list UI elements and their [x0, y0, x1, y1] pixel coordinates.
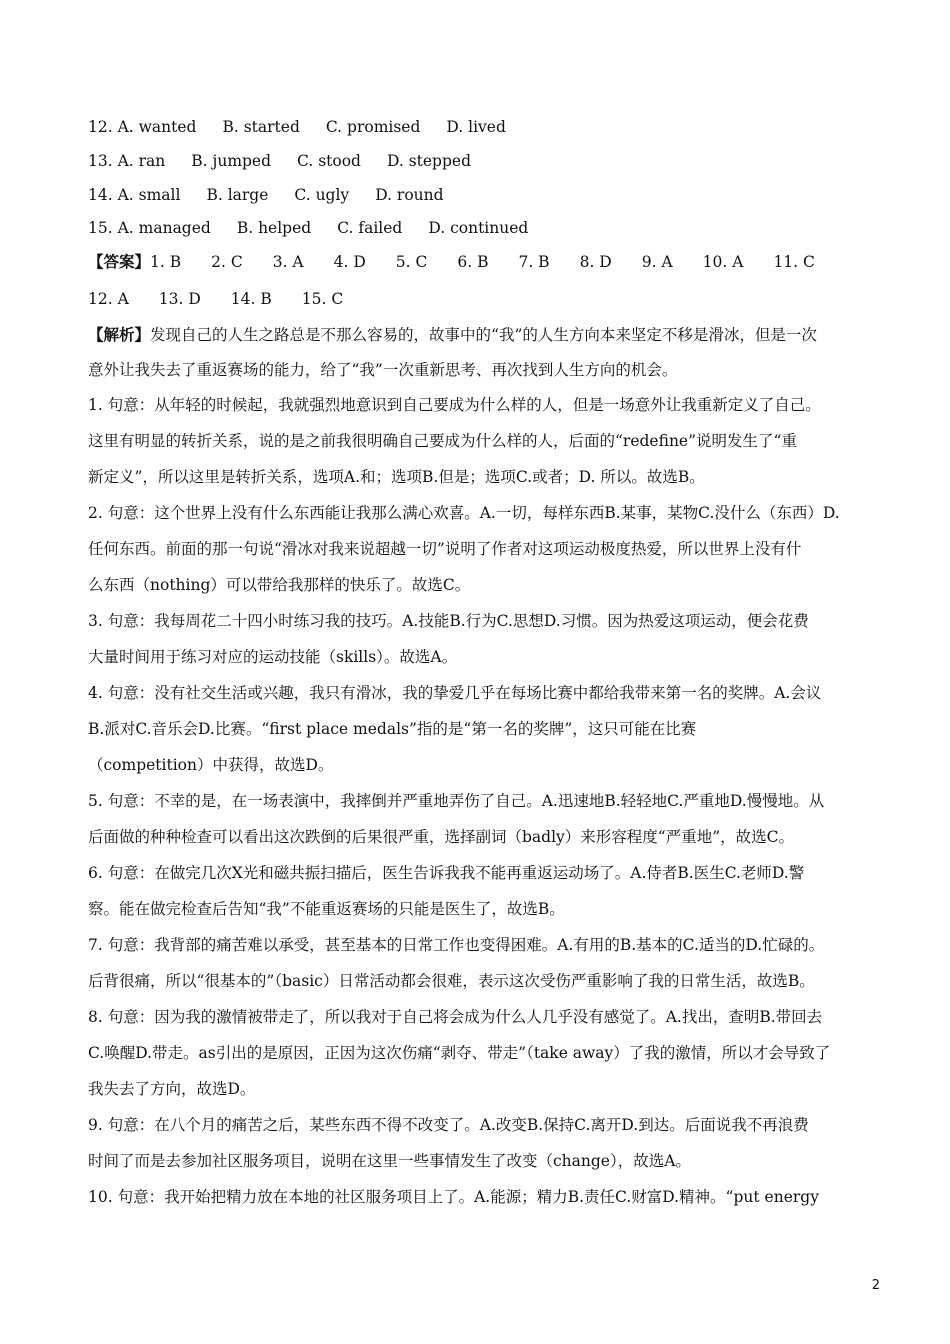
analysis-line: 新定义”，所以这里是转折关系，选项A.和；选项B.但是；选项C.或者；D. 所以。故选B。: [88, 468, 705, 486]
analysis-line: 任何东西。前面的那一句说“滑冰对我来说超越一切”说明了作者对这项运动极度热爱，所以世界上没有什: [88, 540, 802, 558]
option: A. ran: [117, 152, 166, 170]
analysis-line: 7. 句意：我背部的痛苦难以承受，甚至基本的日常工作也变得困难。A.有用的B.基本的C.适当的D.忙碌的。: [88, 936, 825, 954]
analysis-line: 8. 句意：因为我的激情被带走了，所以我对于自己将会成为什么人几乎没有感觉了。A.找出，查明B.带回去: [88, 1008, 823, 1026]
analysis-line: 5. 句意：不幸的是，在一场表演中，我摔倒并严重地弄伤了自己。A.迅速地B.轻轻地C.严重地D.慢慢地。从: [88, 792, 825, 810]
option: C. ugly: [294, 186, 350, 204]
option: B. jumped: [191, 152, 272, 170]
answer-item: 9. A: [641, 253, 673, 271]
answer-row-2: [88, 288, 880, 310]
analysis-label: 【解析】: [88, 325, 151, 344]
option: C. stood: [297, 152, 361, 170]
question-14: 14. A. small B. large C. ugly D. round: [88, 186, 444, 204]
answer-item: 14. B: [230, 290, 272, 308]
option: C. promised: [325, 118, 421, 136]
analysis-line: 这里有明显的转折关系，说的是之前我很明确自己要成为什么样的人，后面的“redefine”说明发生了“重: [88, 432, 797, 450]
answer-item: 4. D: [333, 253, 366, 271]
analysis-line: 4. 句意：没有社交生活或兴趣，我只有滑冰，我的挚爱几乎在每场比赛中都给我带来第一名的奖牌。A.会议: [88, 684, 822, 702]
option: D. stepped: [386, 152, 471, 170]
answer-item: 11. C: [773, 253, 815, 271]
answer-item: 1. B: [150, 253, 182, 271]
option: C. failed: [337, 219, 403, 237]
answer-item: 10. A: [702, 253, 744, 271]
answer-item: 5. C: [395, 253, 428, 271]
answer-label: 【答案】: [88, 252, 151, 271]
page-number: 2: [871, 1278, 880, 1293]
analysis-intro-2: 意外让我失去了重返赛场的能力，给了“我”一次重新思考、再次找到人生方向的机会。: [88, 361, 678, 379]
answer-row-1: [88, 251, 880, 273]
analysis-line: 6. 句意：在做完几次X光和磁共振扫描后，医生告诉我我不能再重返运动场了。A.侍者B.医生C.老师D.警: [88, 864, 805, 882]
option: B. large: [206, 186, 269, 204]
analysis-line: C.唤醒D.带走。as引出的是原因，正因为这次伤痛“剥夺、带走”（take away）了我的激情，所以才会导致了: [88, 1044, 831, 1062]
analysis-line: 1. 句意：从年轻的时候起，我就强烈地意识到自己要成为什么样的人，但是一场意外让我重新定义了自己。: [88, 396, 821, 414]
question-13: 13. A. ran B. jumped C. stood D. stepped: [88, 152, 471, 170]
analysis-line: 大量时间用于练习对应的运动技能（skills）。故选A。: [88, 648, 458, 666]
answer-item: 13. D: [158, 290, 201, 308]
question-12: 12. A. wanted B. started C. promised D. lived: [88, 118, 506, 136]
analysis-line: 3. 句意：我每周花二十四小时练习我的技巧。A.技能B.行为C.思想D.习惯。因为热爱这项运动，便会花费: [88, 612, 809, 630]
analysis-line: 2. 句意：这个世界上没有什么东西能让我那么满心欢喜。A.一切，每样东西B.某事，某物C.没什么（东西）D.: [88, 504, 840, 522]
option: D. lived: [446, 118, 506, 136]
analysis-line: （competition）中获得，故选D。: [88, 756, 334, 774]
option: D. continued: [428, 219, 529, 237]
analysis-line: 察。能在做完检查后告知“我”不能重返赛场的只能是医生了，故选B。: [88, 900, 565, 918]
analysis-line: 我失去了方向，故选D。: [88, 1080, 256, 1098]
option: D. round: [375, 186, 444, 204]
analysis-line: 么东西（nothing）可以带给我那样的快乐了。故选C。: [88, 576, 471, 594]
option: A. wanted: [117, 118, 197, 136]
answer-item: 12. A: [88, 290, 129, 308]
analysis-line: 10. 句意：我开始把精力放在本地的社区服务项目上了。A.能源；精力B.责任C.财富D.精神。“put energy: [88, 1188, 819, 1206]
analysis-line: B.派对C.音乐会D.比赛。“first place medals”指的是“第一名的奖牌”，这只可能在比赛: [88, 720, 697, 738]
analysis-line: 后面做的种种检查可以看出这次跌倒的后果很严重，选择副词（badly）来形容程度“严重地”，故选C。: [88, 828, 795, 846]
answer-item: 7. B: [518, 253, 550, 271]
answer-item: 15. C: [301, 290, 344, 308]
analysis-line: 后背很痛，所以“很基本的”（basic）日常活动都会很难，表示这次受伤严重影响了我的日常生活，故选B。: [88, 972, 815, 990]
option: B. helped: [236, 219, 312, 237]
answer-item: 2. C: [211, 253, 243, 271]
analysis-intro-1: 【解析】发现自己的人生之路总是不那么容易的，故事中的“我”的人生方向本来坚定不移是滑冰，但是一次: [88, 325, 817, 344]
answer-item: 6. B: [457, 253, 489, 271]
option: A. small: [117, 186, 181, 204]
analysis-line: 9. 句意：在八个月的痛苦之后，某些东西不得不改变了。A.改变B.保持C.离开D.到达。后面说我不再浪费: [88, 1116, 809, 1134]
answer-item: 3. A: [272, 253, 304, 271]
option: B. started: [222, 118, 300, 136]
answer-item: 8. D: [579, 253, 612, 271]
question-15: 15. A. managed B. helped C. failed D. continued: [88, 219, 529, 237]
analysis-line: 时间了而是去参加社区服务项目，说明在这里一些事情发生了改变（change），故选A。: [88, 1152, 691, 1170]
option: A. managed: [117, 219, 211, 237]
